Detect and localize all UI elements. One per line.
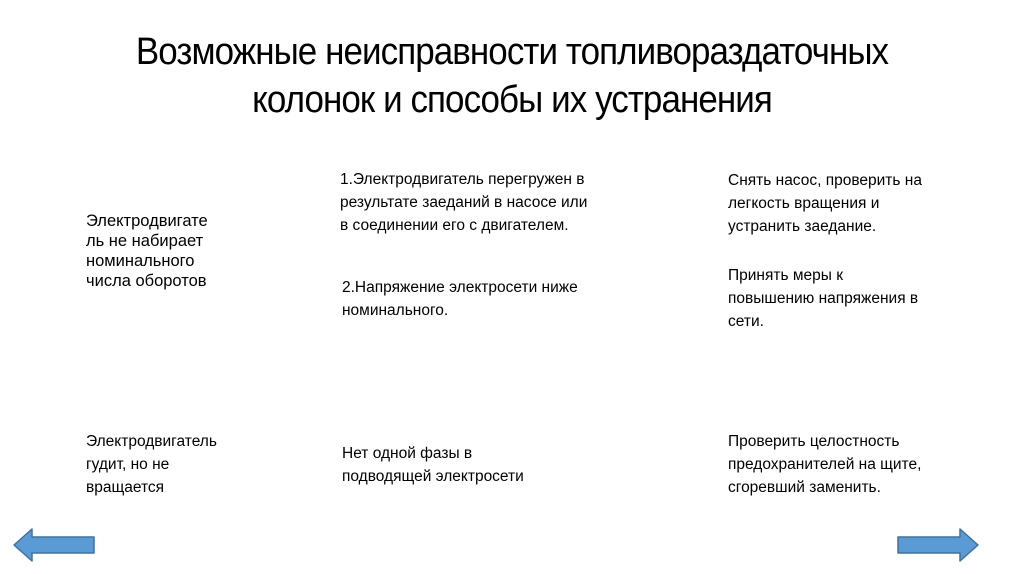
fault-2-line: гудит, но не [86,456,170,473]
fault-1-line: числа оборотов [86,272,207,290]
cause-1-2 [342,276,578,322]
cause-line: в соединении его с двигателем. [340,217,569,234]
cause-line: подводящей электросети [342,468,524,485]
fault-1-line: номинального [86,252,195,270]
remedy-line: Проверить целостность [728,433,900,450]
fault-1-line: ль не набирает [86,232,204,250]
cause-line: 1.Электродвигатель перегружен в [340,171,585,188]
remedy-line: сгоревший заменить. [728,479,881,496]
cause-line: номинального. [342,302,449,319]
remedy-1-1 [728,169,922,238]
fault-2-line: Электродвигатель [86,433,217,450]
remedy-line: Принять меры к [728,267,843,284]
cause-line: 2.Напряжение электросети ниже [342,279,578,296]
cause-1-1 [340,168,587,237]
remedy-line: легкость вращения и [728,195,880,212]
fault-1-line: Электродвигате [86,212,208,230]
left-arrow-icon[interactable] [12,527,96,563]
right-arrow-icon[interactable] [896,527,980,563]
remedy-1-2 [728,264,918,333]
fault-1 [86,211,208,291]
remedy-2-1 [728,430,921,499]
fault-2 [86,430,217,499]
remedy-line: сети. [728,313,764,330]
remedy-line: повышению напряжения в [728,290,919,307]
remedy-line: устранить заедание. [728,218,877,235]
cause-line: Нет одной фазы в [342,445,473,462]
title-line-2: колонок и способы их устранения [252,79,772,121]
slide-title [78,28,946,124]
title-line-1: Возможные неисправности топливораздаточных [135,31,889,73]
remedy-line: предохранителей на щите, [728,456,922,473]
cause-2-1 [342,442,524,488]
cause-line: результате заеданий в насосе или [340,194,588,211]
fault-2-line: вращается [86,479,165,496]
remedy-line: Снять насос, проверить на [728,172,922,189]
